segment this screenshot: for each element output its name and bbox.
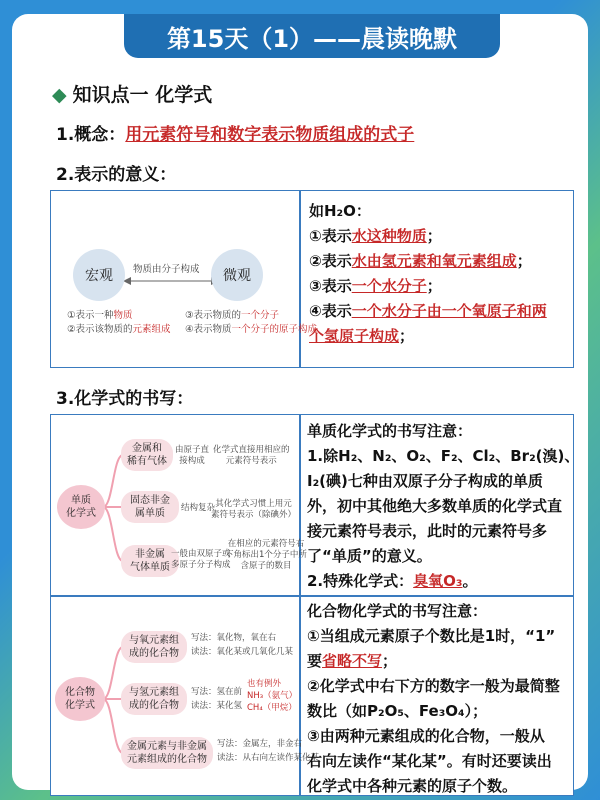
compound-l6: 右向左读作“某化某”。有时还要读出 xyxy=(307,752,552,770)
simple-main-node: 单质 化学式 xyxy=(57,485,105,529)
macro-circle: 宏观 xyxy=(73,249,125,301)
simple-node-gas: 非金属 气体单质 xyxy=(121,545,179,577)
meaning-l2: ②表示水由氢元素和氧元素组成； xyxy=(309,252,532,270)
meaning-label: 2.表示的意义： xyxy=(56,165,177,185)
compound-t1a: 写法：氧化物，氧在右 xyxy=(191,633,277,643)
meaning-l4: ④表示一个水分子由一个氧原子和两 xyxy=(309,302,547,320)
meaning-text xyxy=(309,199,547,349)
compound-l5: ③由两种元素组成的化合物，一般从 xyxy=(307,727,545,745)
page-title: 第15天（1）——晨读晚默 xyxy=(124,14,500,58)
section-title xyxy=(52,80,212,107)
concept-label: 1.概念： xyxy=(56,125,126,145)
compound-l4: 数比（如P₂O₅、Fe₃O₄）； xyxy=(307,702,488,720)
diamond-icon: ◆ xyxy=(52,84,67,106)
compound-main-node: 化合物 化学式 xyxy=(55,677,105,721)
writing-box xyxy=(50,414,580,796)
compound-t2a: 写法：氢在前 xyxy=(191,687,243,697)
compound-l7: 化学式中各种元素的原子个数。 xyxy=(307,777,518,795)
simple-t2a: 结构复杂 xyxy=(181,503,216,513)
concept-text: 用元素符号和数字表示物质组成的式子 xyxy=(125,125,415,145)
simple-node-metal: 金属和 稀有气体 xyxy=(121,439,173,471)
simple-l5: 了“单质”的意义。 xyxy=(307,547,432,565)
simple-t2b: 其化学式习惯上用元 素符号表示（除碘外） xyxy=(211,499,297,520)
simple-l3: 外，初中其他绝大多数单质的化学式直 xyxy=(307,497,563,515)
compound-l2: 要省略不写； xyxy=(307,652,398,670)
compound-l1: ①当组成元素原子个数比是1时，“1” xyxy=(307,627,556,645)
compound-head: 化合物化学式的书写注意： xyxy=(307,602,488,620)
macro-item-2: ②表示该物质的元素组成 xyxy=(67,324,171,335)
concept-line xyxy=(56,120,414,145)
simple-l6: 2.特殊化学式：臭氧O₃。 xyxy=(307,572,478,590)
simple-head: 单质化学式的书写注意： xyxy=(307,422,473,440)
meaning-box xyxy=(50,190,574,368)
compound-t2b: 读法：某化氢 xyxy=(191,701,243,711)
simple-t1b: 化学式直接用相应的 元素符号表示 xyxy=(213,445,290,466)
compound-node-hydrogen: 与氢元素组 成的化合物 xyxy=(121,683,187,715)
simple-l4: 接元素符号表示，此时的元素符号多 xyxy=(307,522,548,540)
simple-t1a: 由原子直 接构成 xyxy=(175,445,210,466)
compound-node-oxygen: 与氧元素组 成的化合物 xyxy=(121,631,187,663)
micro-circle: 微观 xyxy=(211,249,263,301)
meaning-divider xyxy=(299,191,301,367)
compound-t2e: CH₄（甲烷） xyxy=(247,703,297,713)
writing-divider xyxy=(299,415,301,795)
meaning-l1: ①表示水这种物质； xyxy=(309,227,442,245)
link-label: 物质由分子构成 xyxy=(133,264,200,275)
simple-l1: 1.除H₂、N₂、O₂、F₂、Cl₂、Br₂(溴)、 xyxy=(307,447,580,465)
micro-item-2: ④表示物质一个分子的原子构成 xyxy=(185,324,318,335)
compound-t1b: 读法：氧化某或几氧化几某 xyxy=(191,647,294,657)
simple-text xyxy=(307,419,579,594)
section-title-text: 知识点一 化学式 xyxy=(72,84,213,106)
micro-item-1: ③表示物质的一个分子 xyxy=(185,310,280,321)
meaning-head: 如H₂O： xyxy=(309,202,371,220)
compound-node-metal: 金属元素与非金属 元素组成的化合物 xyxy=(121,737,213,769)
writing-label: 3.化学式的书写： xyxy=(56,389,194,409)
compound-t3a: 写法：金属左，非金右 xyxy=(217,739,303,749)
compound-t2c: 也有例外 xyxy=(247,679,282,689)
macro-item-1: ①表示一种物质 xyxy=(67,310,133,321)
compound-text xyxy=(307,599,560,799)
meaning-l3: ③表示一个水分子； xyxy=(309,277,442,295)
simple-t3b: 在相应的元素符号右 下角标出1个分子中所 含原子的数目 xyxy=(225,539,307,571)
meaning-l5: 个氢原子构成； xyxy=(309,327,415,345)
page-card xyxy=(12,14,588,795)
compound-t3b: 读法：从右向左读作某化某 xyxy=(217,753,320,763)
simple-t3a: 一般由双原子或 多原子分子构成 xyxy=(171,549,231,570)
simple-node-solid: 固态非金 属单质 xyxy=(121,491,179,523)
simple-l2: I₂(碘)七种由双原子分子构成的单质 xyxy=(307,472,543,490)
compound-l3: ②化学式中右下方的数字一般为最简整 xyxy=(307,677,560,695)
compound-t2d: NH₃（氨气） xyxy=(247,691,298,701)
